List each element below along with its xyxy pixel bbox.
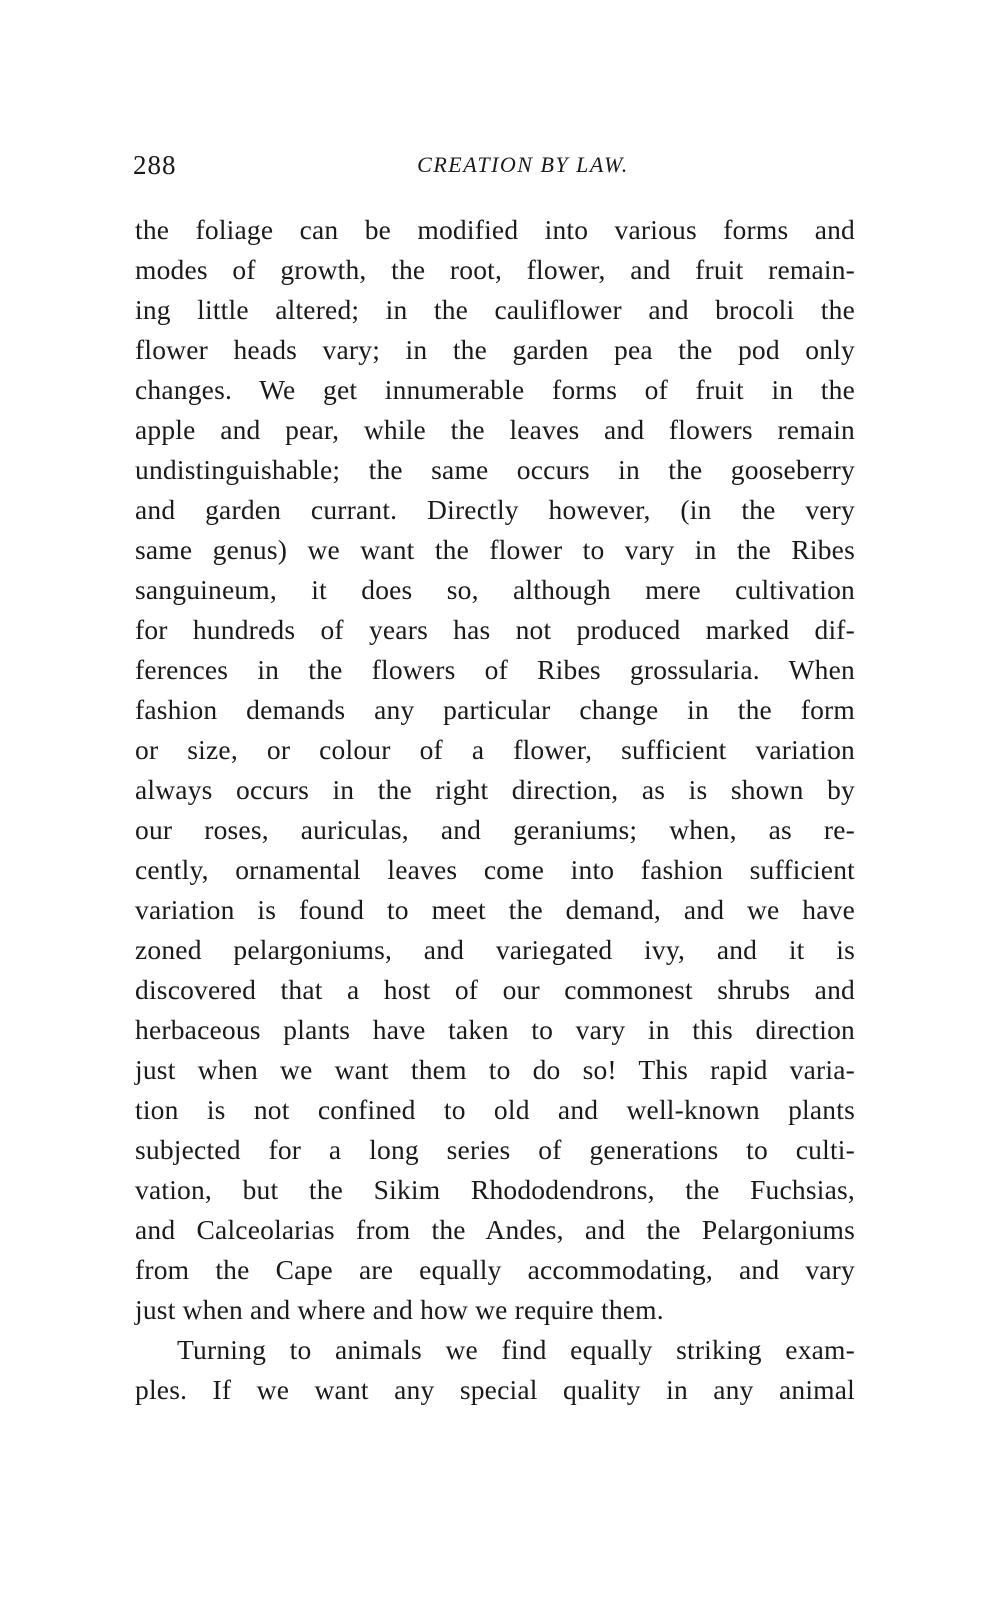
- text-line: or size, or colour of a flower, sufficient variation: [135, 734, 855, 765]
- text-line: Turning to animals we find equally striking exam-: [177, 1334, 855, 1365]
- text-line: same genus) we want the flower to vary in the Ribes: [135, 534, 855, 565]
- text-line: flower heads vary; in the garden pea the pod only: [135, 334, 855, 365]
- text-line: zoned pelargoniums, and variegated ivy, and it is: [135, 934, 855, 965]
- text-line: variation is found to meet the demand, and we have: [135, 894, 855, 925]
- text-line: always occurs in the right direction, as is shown by: [135, 774, 855, 805]
- text-line: ples. If we want any special quality in any animal: [135, 1374, 855, 1405]
- text-line: from the Cape are equally accommodating, and vary: [135, 1254, 855, 1285]
- text-line: tion is not confined to old and well-known plants: [135, 1094, 855, 1125]
- body-text: [135, 210, 855, 1410]
- text-line: changes. We get innumerable forms of fruit in the: [135, 374, 855, 405]
- text-line: subjected for a long series of generations to culti-: [135, 1134, 855, 1165]
- running-title: CREATION BY LAW.: [417, 152, 629, 177]
- text-line: and Calceolarias from the Andes, and the Pelargoniums: [135, 1214, 855, 1245]
- text-line: ing little altered; in the cauliflower and brocoli the: [135, 294, 855, 325]
- text-line: just when we want them to do so! This rapid varia-: [135, 1054, 855, 1085]
- text-line: the foliage can be modified into various forms and: [135, 214, 855, 245]
- text-line: and garden currant. Directly however, (in the very: [135, 494, 855, 525]
- text-line: ferences in the flowers of Ribes grossularia. When: [135, 654, 855, 685]
- text-line: herbaceous plants have taken to vary in this direction: [135, 1014, 855, 1045]
- page-number: 288: [133, 150, 177, 180]
- text-line: just when and where and how we require them.: [135, 1294, 664, 1325]
- text-line: cently, ornamental leaves come into fashion sufficient: [135, 854, 855, 885]
- text-line: undistinguishable; the same occurs in the gooseberry: [135, 454, 855, 485]
- text-line: sanguineum, it does so, although mere cultivation: [135, 574, 855, 605]
- text-line: apple and pear, while the leaves and flowers remain: [135, 414, 855, 445]
- text-line: fashion demands any particular change in the form: [135, 694, 855, 725]
- text-line: modes of growth, the root, flower, and fruit remain-: [135, 254, 855, 285]
- text-line: vation, but the Sikim Rhododendrons, the Fuchsias,: [135, 1174, 855, 1205]
- text-line: for hundreds of years has not produced marked dif-: [135, 614, 855, 645]
- text-line: our roses, auriculas, and geraniums; when, as re-: [135, 814, 855, 845]
- page-header: [133, 150, 863, 194]
- text-line: discovered that a host of our commonest shrubs and: [135, 974, 855, 1005]
